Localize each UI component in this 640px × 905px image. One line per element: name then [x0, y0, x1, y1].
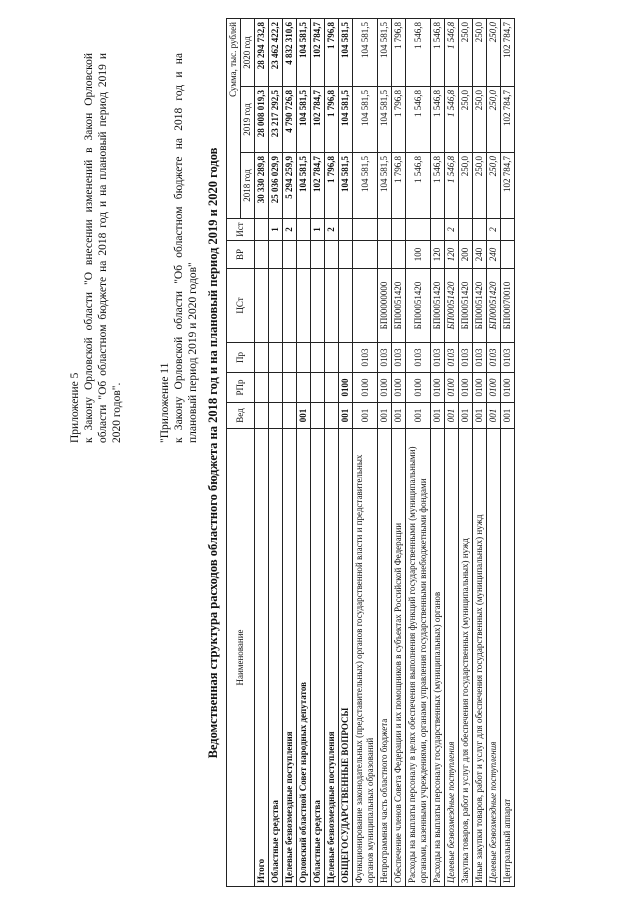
cell-pr	[339, 343, 353, 373]
cell-pr: 0103	[353, 343, 378, 373]
cell-ist: 2	[445, 219, 459, 241]
cell-pr: 0103	[487, 343, 501, 373]
cell-name: Непрограммная часть областного бюджета	[378, 429, 392, 887]
cell-name: Целевые безвозмездные поступления	[487, 429, 501, 887]
cell-vr: 240	[473, 241, 487, 269]
cell-v2019: 104 581,5	[339, 87, 353, 153]
cell-ist: 2	[325, 219, 339, 241]
budget-table-body	[255, 19, 515, 887]
cell-vr	[392, 241, 406, 269]
cell-cst	[339, 269, 353, 343]
col-2018-header: 2018 год	[241, 153, 255, 219]
cell-vr	[501, 241, 515, 269]
cell-v2018: 102 784,7	[501, 153, 515, 219]
cell-name: Закупка товаров, работ и услуг для обеспечения государственных (муниципальных) нужд	[459, 429, 473, 887]
cell-v2019: 1 796,8	[392, 87, 406, 153]
cell-vr: 200	[459, 241, 473, 269]
budget-table	[226, 18, 515, 887]
cell-v2020: 1 796,8	[392, 19, 406, 87]
cell-rpr: 0100	[459, 373, 473, 403]
cell-name: ОБЩЕГОСУДАРСТВЕННЫЕ ВОПРОСЫ	[339, 429, 353, 887]
cell-ved	[283, 403, 297, 429]
cell-v2020: 104 581,5	[297, 19, 311, 87]
cell-pr	[269, 343, 283, 373]
cell-ist	[255, 219, 269, 241]
cell-v2020: 104 581,5	[353, 19, 378, 87]
cell-rpr: 0100	[473, 373, 487, 403]
cell-ved	[311, 403, 325, 429]
header-row-1	[227, 19, 241, 887]
cell-pr	[311, 343, 325, 373]
cell-ved: 001	[431, 403, 445, 429]
cell-v2018: 1 546,8	[431, 153, 445, 219]
cell-name: Центральный аппарат	[501, 429, 515, 887]
table-row	[445, 19, 459, 887]
cell-name: Целевые безвозмездные поступления	[325, 429, 339, 887]
cell-v2020: 4 832 310,6	[283, 19, 297, 87]
cell-vr	[353, 241, 378, 269]
table-row	[353, 19, 378, 887]
cell-pr: 0103	[406, 343, 431, 373]
cell-pr	[255, 343, 269, 373]
cell-v2020: 250,0	[487, 19, 501, 87]
cell-ist	[353, 219, 378, 241]
cell-ved: 001	[501, 403, 515, 429]
cell-cst: БП00051420	[459, 269, 473, 343]
cell-cst: БП00051420	[431, 269, 445, 343]
cell-cst: БП00051420	[487, 269, 501, 343]
cell-v2019: 104 581,5	[353, 87, 378, 153]
table-row	[431, 19, 445, 887]
cell-ved: 001	[339, 403, 353, 429]
cell-cst: БП00000000	[378, 269, 392, 343]
cell-v2019: 4 790 726,8	[283, 87, 297, 153]
col-vr-header: ВР	[227, 241, 255, 269]
cell-pr	[283, 343, 297, 373]
cell-name: Целевые безвозмездные поступления	[283, 429, 297, 887]
cell-cst: БП00051420	[445, 269, 459, 343]
cell-rpr: 0100	[378, 373, 392, 403]
cell-v2018: 104 581,5	[297, 153, 311, 219]
cell-pr: 0103	[501, 343, 515, 373]
cell-ved: 001	[297, 403, 311, 429]
cell-pr: 0103	[392, 343, 406, 373]
table-row	[459, 19, 473, 887]
cell-cst: БП00051420	[392, 269, 406, 343]
col-cst-header: ЦСт	[227, 269, 255, 343]
cell-v2019: 250,0	[473, 87, 487, 153]
cell-name: Иные закупки товаров, работ и услуг для обеспечения государственных (муниципальных) нужд	[473, 429, 487, 887]
cell-ist: 1	[269, 219, 283, 241]
cell-cst	[297, 269, 311, 343]
cell-ist: 1	[311, 219, 325, 241]
cell-v2020: 1 546,8	[445, 19, 459, 87]
cell-ist: 2	[487, 219, 501, 241]
cell-v2019: 102 784,7	[501, 87, 515, 153]
cell-name: Орловский областной Совет народных депутатов	[297, 429, 311, 887]
cell-vr	[339, 241, 353, 269]
col-pr-header: Пр	[227, 343, 255, 373]
cell-ist	[431, 219, 445, 241]
cell-v2020: 250,0	[473, 19, 487, 87]
cell-cst	[311, 269, 325, 343]
cell-vr: 100	[406, 241, 431, 269]
col-2020-header: 2020 год	[241, 19, 255, 87]
cell-vr	[378, 241, 392, 269]
table-row	[392, 19, 406, 887]
cell-v2018: 104 581,5	[339, 153, 353, 219]
cell-v2019: 250,0	[487, 87, 501, 153]
cell-v2018: 25 036 029,9	[269, 153, 283, 219]
cell-rpr: 0100	[487, 373, 501, 403]
cell-cst	[353, 269, 378, 343]
cell-name: Расходы на выплаты персоналу государственных (муниципальных) органов	[431, 429, 445, 887]
table-row	[501, 19, 515, 887]
cell-rpr	[297, 373, 311, 403]
cell-rpr	[325, 373, 339, 403]
cell-cst: БП00051420	[473, 269, 487, 343]
cell-ved: 001	[353, 403, 378, 429]
cell-name: Обеспечение членов Совета Федерации и их помощников в субъектах Российской Федерации	[392, 429, 406, 887]
cell-v2018: 5 294 259,9	[283, 153, 297, 219]
cell-pr: 0103	[445, 343, 459, 373]
cell-vr: 240	[487, 241, 501, 269]
cell-v2020: 104 581,5	[378, 19, 392, 87]
cell-v2019: 1 546,8	[445, 87, 459, 153]
cell-ist	[339, 219, 353, 241]
cell-v2019: 104 581,5	[297, 87, 311, 153]
table-row	[283, 19, 297, 887]
cell-ved: 001	[473, 403, 487, 429]
cell-v2018: 250,0	[459, 153, 473, 219]
col-rpr-header: РПр	[227, 373, 255, 403]
cell-v2020: 102 784,7	[311, 19, 325, 87]
cell-ist	[473, 219, 487, 241]
col-ved-header: Вед	[227, 403, 255, 429]
col-2019-header: 2019 год	[241, 87, 255, 153]
cell-pr: 0103	[378, 343, 392, 373]
table-row	[473, 19, 487, 887]
cell-v2018: 1 546,8	[406, 153, 431, 219]
cell-vr	[255, 241, 269, 269]
cell-v2018: 104 581,5	[353, 153, 378, 219]
cell-v2019: 1 546,8	[431, 87, 445, 153]
cell-name: Областные средства	[311, 429, 325, 887]
cell-ist	[459, 219, 473, 241]
cell-v2018: 1 796,8	[392, 153, 406, 219]
table-row	[487, 19, 501, 887]
table-row	[339, 19, 353, 887]
cell-ved: 001	[392, 403, 406, 429]
cell-rpr: 0100	[431, 373, 445, 403]
cell-v2019: 250,0	[459, 87, 473, 153]
cell-vr: 120	[431, 241, 445, 269]
cell-cst	[283, 269, 297, 343]
cell-v2018: 104 581,5	[378, 153, 392, 219]
cell-pr	[325, 343, 339, 373]
table-row	[325, 19, 339, 887]
cell-v2020: 104 581,5	[339, 19, 353, 87]
cell-vr	[269, 241, 283, 269]
cell-ved	[325, 403, 339, 429]
cell-v2019: 28 008 019,3	[255, 87, 269, 153]
cell-v2018: 1 546,8	[445, 153, 459, 219]
cell-ist	[378, 219, 392, 241]
cell-rpr	[255, 373, 269, 403]
cell-rpr: 0100	[406, 373, 431, 403]
cell-v2019: 23 217 292,5	[269, 87, 283, 153]
cell-rpr: 0100	[353, 373, 378, 403]
cell-rpr: 0100	[392, 373, 406, 403]
cell-cst	[325, 269, 339, 343]
cell-ist	[297, 219, 311, 241]
cell-v2019: 102 784,7	[311, 87, 325, 153]
cell-v2018: 102 784,7	[311, 153, 325, 219]
cell-ved	[255, 403, 269, 429]
cell-ist	[392, 219, 406, 241]
cell-v2020: 102 784,7	[501, 19, 515, 87]
cell-cst	[255, 269, 269, 343]
cell-v2019: 1 796,8	[325, 87, 339, 153]
table-row	[311, 19, 325, 887]
cell-v2020: 1 546,8	[406, 19, 431, 87]
col-amount-header: Сумма, тыс. рублей	[227, 19, 241, 219]
cell-rpr	[283, 373, 297, 403]
cell-ved: 001	[459, 403, 473, 429]
cell-name: Областные средства	[269, 429, 283, 887]
cell-vr	[283, 241, 297, 269]
cell-vr: 120	[445, 241, 459, 269]
col-name-header: Наименование	[227, 429, 255, 887]
cell-v2020: 250,0	[459, 19, 473, 87]
table-row	[269, 19, 283, 887]
cell-v2020: 1 546,8	[431, 19, 445, 87]
cell-rpr	[311, 373, 325, 403]
cell-v2020: 28 294 732,8	[255, 19, 269, 87]
cell-v2018: 250,0	[487, 153, 501, 219]
cell-v2020: 23 462 422,2	[269, 19, 283, 87]
cell-ved: 001	[406, 403, 431, 429]
cell-pr: 0103	[431, 343, 445, 373]
cell-pr: 0103	[459, 343, 473, 373]
cell-ist	[406, 219, 431, 241]
cell-vr	[311, 241, 325, 269]
cell-pr: 0103	[473, 343, 487, 373]
cell-pr	[297, 343, 311, 373]
cell-vr	[325, 241, 339, 269]
appendix-5-title: Приложение 5	[69, 372, 81, 443]
cell-ist	[501, 219, 515, 241]
cell-rpr: 0100	[445, 373, 459, 403]
cell-name: Расходы на выплаты персоналу в целях обеспечения выполнения функций государственными (муниципальными) органами, казенными учреждениями, органами управления государственными внебюджетными фондами	[406, 429, 431, 887]
cell-name: Функционирование законодательных (представительных) органов государственной власти и представительных органов муниципальных образований	[353, 429, 378, 887]
cell-cst: БП00051420	[406, 269, 431, 343]
table-row	[255, 19, 269, 887]
cell-rpr: 0100	[501, 373, 515, 403]
cell-name: Итого	[255, 429, 269, 887]
table-row	[406, 19, 431, 887]
appendix-5-block	[68, 53, 124, 443]
cell-cst: БП00070010	[501, 269, 515, 343]
cell-ved: 001	[378, 403, 392, 429]
cell-cst	[269, 269, 283, 343]
table-row	[378, 19, 392, 887]
cell-v2019: 1 546,8	[406, 87, 431, 153]
cell-ved: 001	[487, 403, 501, 429]
cell-v2019: 104 581,5	[378, 87, 392, 153]
appendix-11-text: к Закону Орловской области "Об областном бюджете на 2018 год и на плановый период 2019 и 2020 годов"	[173, 53, 199, 443]
cell-v2018: 1 796,8	[325, 153, 339, 219]
appendix-5-text: к Закону Орловской области "О внесении изменений в Закон Орловской области "Об областном бюджете на 2018 год и на плановый период 2019 и 2020 годов".	[83, 53, 123, 443]
cell-v2020: 1 796,8	[325, 19, 339, 87]
document-title: Ведомственная структура расходов областного бюджета на 2018 год и на плановый период 2019 и 2020 годов	[206, 147, 220, 759]
cell-ved: 001	[445, 403, 459, 429]
cell-vr	[297, 241, 311, 269]
cell-rpr	[269, 373, 283, 403]
cell-v2018: 250,0	[473, 153, 487, 219]
appendix-11-title: "Приложение 11	[159, 362, 171, 443]
table-row	[297, 19, 311, 887]
cell-ved	[269, 403, 283, 429]
cell-name: Целевые безвозмездные поступления	[445, 429, 459, 887]
cell-v2018: 30 330 289,8	[255, 153, 269, 219]
col-ist-header: Ист	[227, 219, 255, 241]
appendix-11-block	[158, 53, 200, 443]
cell-ist: 2	[283, 219, 297, 241]
cell-rpr: 0100	[339, 373, 353, 403]
